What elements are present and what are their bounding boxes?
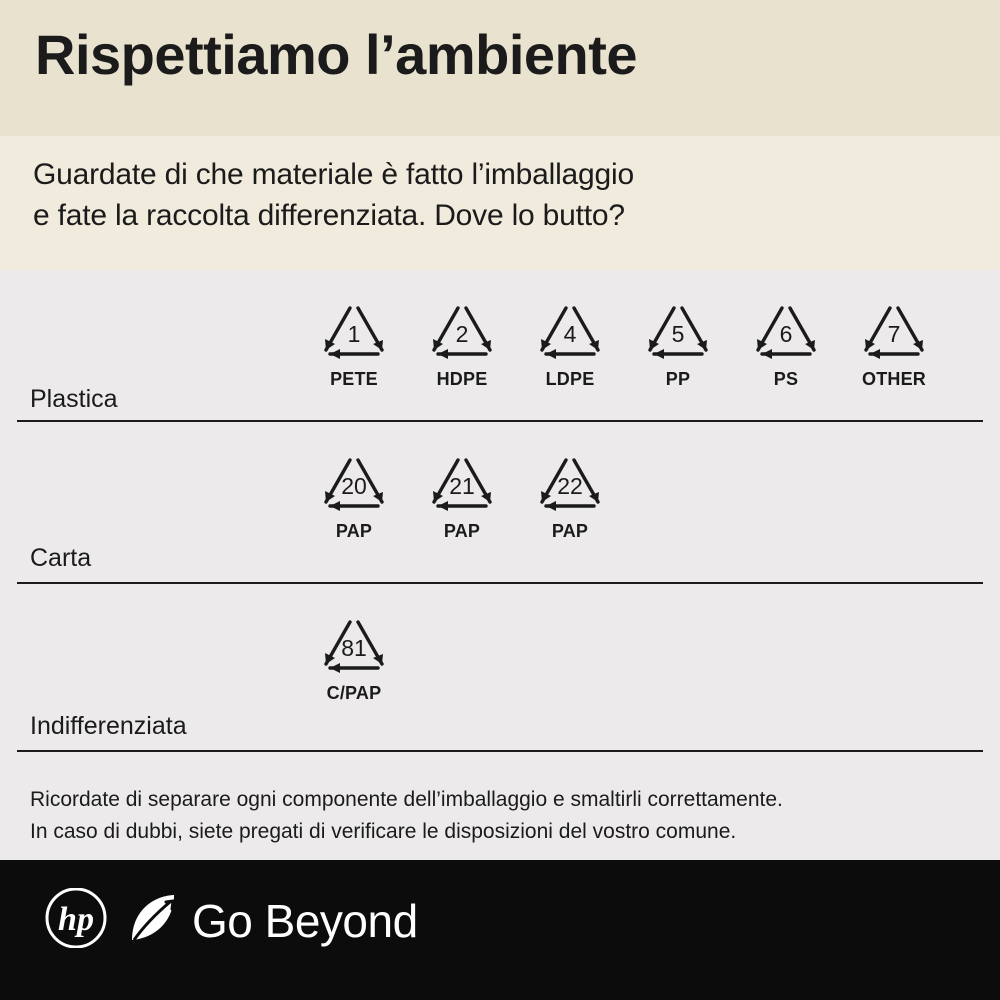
material-code: PAP (443, 521, 481, 541)
brand-bar (0, 860, 1000, 1000)
svg-text:1: 1 (347, 321, 361, 347)
recycling-symbol (840, 280, 948, 390)
material-code: OTHER (862, 369, 926, 389)
row-label-carta: Carta (30, 544, 92, 572)
recycling-symbol (300, 432, 408, 542)
row-divider-3 (17, 750, 983, 752)
svg-text:4: 4 (563, 321, 577, 347)
row-carta (0, 422, 1000, 582)
disposal-note (0, 770, 1000, 860)
recycling-symbol (624, 280, 732, 390)
recycling-triangle-icon (522, 432, 618, 518)
material-code: PAP (335, 521, 373, 541)
recycling-symbol (408, 280, 516, 390)
svg-text:6: 6 (779, 321, 793, 347)
recycling-triangle-icon (522, 280, 618, 366)
recycling-symbol (516, 432, 624, 542)
subtitle-band (0, 136, 1000, 270)
recycling-triangle-icon (306, 594, 402, 680)
symbol-group-carta (300, 432, 624, 542)
material-code: LDPE (545, 369, 595, 389)
note-line-1: Ricordate di separare ogni componente dell’imballaggio e smaltirli correttamente. (30, 788, 783, 811)
recycling-triangle-icon (846, 280, 942, 366)
recycling-triangle-icon (414, 280, 510, 366)
subtitle-line-2: e fate la raccolta differenziata. Dove lo butto? (33, 199, 625, 232)
recycling-triangle-icon (738, 280, 834, 366)
material-rows (0, 270, 1000, 770)
row-indifferenziata (0, 584, 1000, 750)
subtitle-line-1: Guardate di che materiale è fatto l’imballaggio (33, 158, 634, 191)
material-code: PETE (330, 369, 378, 389)
note-line-2: In caso di dubbi, siete pregati di verificare le disposizioni del vostro comune. (30, 820, 737, 843)
svg-text:2: 2 (455, 321, 469, 347)
recycling-symbol (300, 280, 408, 390)
recycling-symbol (516, 280, 624, 390)
svg-text:5: 5 (671, 321, 685, 347)
row-label-indifferenziata: Indifferenziata (30, 712, 187, 740)
svg-text:22: 22 (557, 473, 583, 499)
page-title: Rispettiamo l’ambiente (35, 23, 638, 86)
material-code: PAP (551, 521, 589, 541)
svg-text:81: 81 (341, 635, 367, 661)
row-plastica (0, 270, 1000, 420)
recycling-triangle-icon (630, 280, 726, 366)
title-band (0, 0, 1000, 136)
svg-text:7: 7 (887, 321, 901, 347)
svg-text:hp: hp (58, 901, 94, 938)
brand-text: Go Beyond (192, 894, 418, 947)
recycling-symbol (408, 432, 516, 542)
material-code: PS (773, 369, 799, 389)
symbol-group-indifferenziata (300, 594, 408, 704)
material-code: C/PAP (326, 683, 382, 703)
material-code: HDPE (436, 369, 488, 389)
recycling-triangle-icon (414, 432, 510, 518)
recycling-triangle-icon (306, 432, 402, 518)
recycling-triangle-icon (306, 280, 402, 366)
recycling-symbol (300, 594, 408, 704)
hp-logo-icon (40, 888, 112, 953)
recycling-symbol (732, 280, 840, 390)
go-beyond-leaf-icon (126, 890, 178, 951)
svg-text:21: 21 (449, 473, 475, 499)
material-code: PP (665, 369, 691, 389)
row-label-plastica: Plastica (30, 385, 118, 413)
symbol-group-plastica (300, 280, 948, 390)
svg-text:20: 20 (341, 473, 367, 499)
